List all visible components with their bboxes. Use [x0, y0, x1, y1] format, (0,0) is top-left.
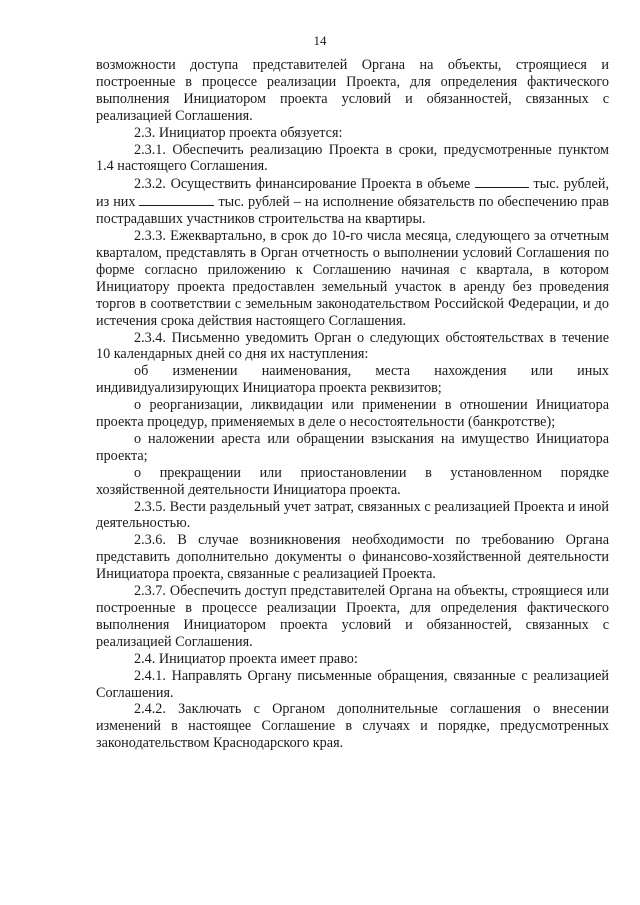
clause-2-4-1: 2.4.1. Направлять Органу письменные обращения, связанные с реализацией Соглашения.: [96, 667, 609, 701]
amount-blank-total[interactable]: [475, 175, 529, 188]
clause-2-3-2: [96, 175, 609, 228]
paragraph-continuation: возможности доступа представителей Органа на объекты, строящиеся и построенные в процессе реализации Проекта, для определения фактического выполнения Инициатором проекта условий и обязанностей, связанных с реализацией Соглашения.: [96, 57, 609, 124]
clause-2-3-2-part-3: тыс. рублей – на исполнение обязательств по обеспечению прав пострадавших участников строительства на квартиры.: [96, 194, 609, 228]
clause-2-3: 2.3. Инициатор проекта обязуется:: [134, 124, 343, 141]
page-number: 14: [313, 33, 327, 48]
clause-2-4-2: 2.4.2. Заключать с Органом дополнительные соглашения о внесении изменений в настоящее Соглашение в случаях и порядке, предусмотренных законодательством Краснодарского края.: [96, 701, 609, 752]
clause-2-3-3: 2.3.3. Ежеквартально, в срок до 10-го числа месяца, следующего за отчетным кварталом, представлять в Орган отчетность о выполнении условий Соглашения по форме согласно приложению к Соглашению начиная с квартала, в котором Инициатору проекта предоставлен земельный участок в аренду без проведения торгов в соответствии с земельным законодательством Российской Федерации, и до истечения срока действия настоящего Соглашения.: [96, 228, 609, 329]
amount-blank-obligations[interactable]: [139, 193, 214, 206]
notice-item-rename: об изменении наименования, места нахождения или иных индивидуализирующих Инициатора проекта реквизитов;: [96, 363, 609, 397]
clause-2-3-1: 2.3.1. Обеспечить реализацию Проекта в сроки, предусмотренные пунктом 1.4 настоящего Соглашения.: [96, 141, 609, 175]
notice-item-suspension: о прекращении или приостановлении в установленном порядке хозяйственной деятельности Инициатора проекта.: [96, 464, 609, 498]
clause-2-3-4: 2.3.4. Письменно уведомить Орган о следующих обстоятельствах в течение 10 календарных дней со дня их наступления:: [96, 329, 609, 363]
clause-2-3-7: 2.3.7. Обеспечить доступ представителей Органа на объекты, строящиеся или построенные в процессе реализации Проекта, для определения фактического выполнения Инициатором проекта условий и обязанностей, связанных с реализацией Соглашения.: [96, 583, 609, 650]
clause-2-3-2-part-1: 2.3.2. Осуществить финансирование Проекта в объеме: [134, 176, 475, 193]
clause-2-3-2-part-2: тыс. рублей, из них: [96, 176, 609, 211]
document-body: [96, 57, 609, 752]
notice-item-reorganization: о реорганизации, ликвидации или применении в отношении Инициатора проекта процедур, применяемых в деле о несостоятельности (банкротстве);: [96, 397, 609, 431]
clause-2-4: 2.4. Инициатор проекта имеет право:: [134, 650, 358, 667]
notice-item-arrest: о наложении ареста или обращении взыскания на имущество Инициатора проекта;: [96, 430, 609, 464]
clause-2-3-6: 2.3.6. В случае возникновения необходимости по требованию Органа представить дополнительно документы о финансово-хозяйственной деятельности Инициатора проекта, связанные с реализацией Проекта.: [96, 532, 609, 583]
clause-2-3-5: 2.3.5. Вести раздельный учет затрат, связанных с реализацией Проекта и иной деятельностью.: [96, 498, 609, 532]
